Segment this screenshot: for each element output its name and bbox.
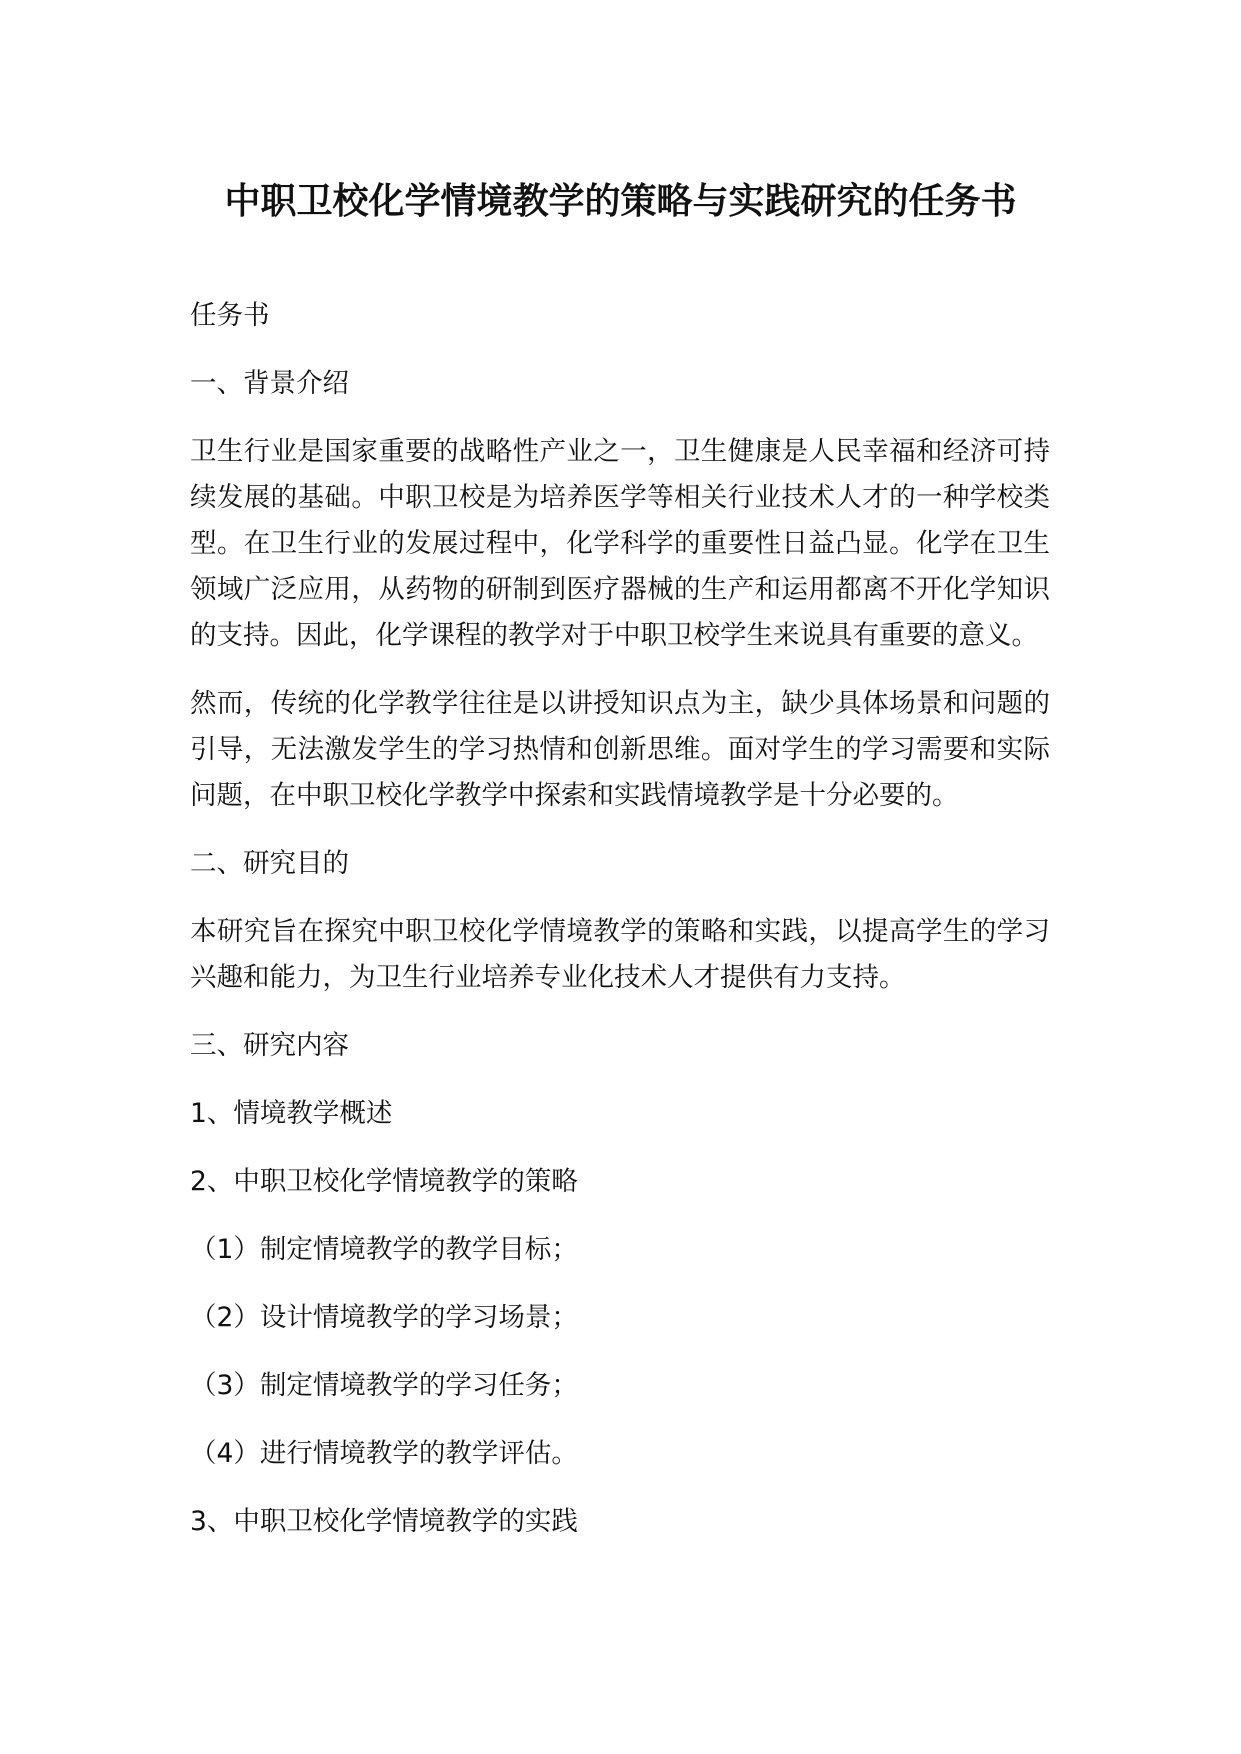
list-item-2: 2、中职卫校化学情境教学的策略	[190, 1166, 578, 1197]
section-heading-purpose: 二、研究目的	[190, 848, 349, 879]
sub-item-2: （2）设计情境教学的学习场景；	[190, 1302, 578, 1333]
document-body	[190, 293, 1050, 1567]
sub-item-1: （1）制定情境教学的教学目标；	[190, 1234, 578, 1265]
label-task-book: 任务书	[190, 300, 270, 331]
sub-item-3: （3）制定情境教学的学习任务；	[190, 1370, 578, 1401]
paragraph-background-2: 然而，传统的化学教学往往是以讲授知识点为主，缺少具体场景和问题的引导，无法激发学生的学习热情和创新思维。面对学生的学习需要和实际问题，在中职卫校化学教学中探索和实践情境教学是十分必要的。	[190, 688, 1050, 811]
sub-item-4: （4）进行情境教学的教学评估。	[190, 1438, 578, 1469]
section-heading-background: 一、背景介绍	[190, 368, 349, 399]
paragraph-purpose: 本研究旨在探究中职卫校化学情境教学的策略和实践，以提高学生的学习兴趣和能力，为卫生行业培养专业化技术人才提供有力支持。	[190, 916, 1050, 993]
document-title: 中职卫校化学情境教学的策略与实践研究的任务书	[224, 181, 1017, 222]
list-item-3: 3、中职卫校化学情境教学的实践	[190, 1506, 578, 1537]
list-item-1: 1、情境教学概述	[190, 1098, 393, 1129]
section-heading-content: 三、研究内容	[190, 1030, 349, 1061]
paragraph-background-1: 卫生行业是国家重要的战略性产业之一，卫生健康是人民幸福和经济可持续发展的基础。中职卫校是为培养医学等相关行业技术人才的一种学校类型。在卫生行业的发展过程中，化学科学的重要性日益凸显。化学在卫生领域广泛应用，从药物的研制到医疗器械的生产和运用都离不开化学知识的支持。因此，化学课程的教学对于中职卫校学生来说具有重要的意义。	[190, 436, 1050, 651]
